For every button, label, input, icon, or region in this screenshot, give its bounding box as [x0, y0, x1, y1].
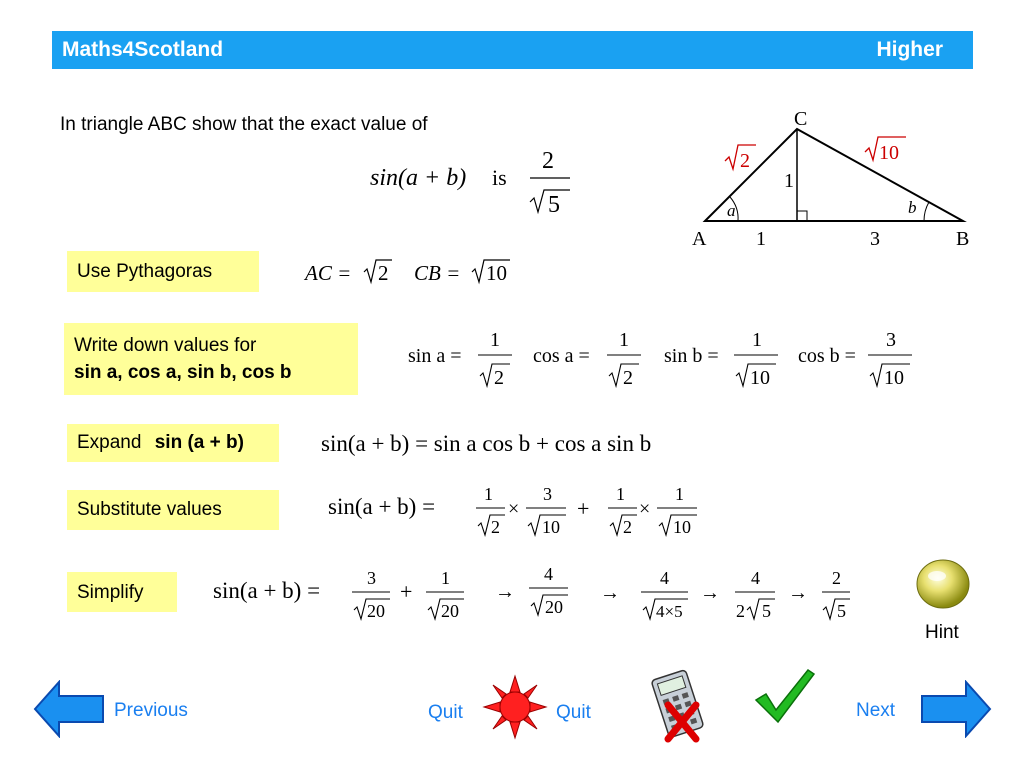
- sin-a-num: 1: [490, 329, 500, 351]
- step-substitute-label: Substitute values: [77, 499, 222, 520]
- simp-arrow-2: →: [600, 582, 620, 604]
- question-formula: [360, 140, 580, 220]
- step-expand-box[interactable]: [67, 424, 279, 462]
- cos-a-den: 2: [623, 367, 633, 389]
- next-link[interactable]: Next: [856, 700, 896, 721]
- angle-b-label: b: [908, 198, 917, 217]
- sub-f3d: 2: [623, 517, 632, 537]
- cos-a-label: cos a =: [533, 345, 590, 367]
- simp-t1d: 20: [367, 601, 385, 621]
- step-values-label-line2: sin a, cos a, sin b, cos b: [74, 362, 292, 383]
- cb-value: 10: [486, 261, 507, 285]
- simp-arrow-4: →: [788, 582, 808, 604]
- sub-f4n: 1: [675, 484, 684, 504]
- substitute-formula: [325, 480, 705, 542]
- simplify-lhs: sin(a + b) =: [213, 578, 321, 603]
- cb-expr: CB =: [414, 261, 461, 285]
- simp-arrow-1: →: [495, 581, 515, 603]
- simp-t5n: 4: [751, 568, 760, 588]
- step-values-label-line1: Write down values for: [74, 335, 257, 356]
- sub-f1d: 2: [491, 517, 500, 537]
- cos-b-label: cos b =: [798, 345, 856, 367]
- height-label: 1: [784, 170, 794, 192]
- brand-title: Maths4Scotland: [62, 38, 224, 61]
- sub-times-2: ×: [639, 498, 651, 520]
- base-right-label: 3: [870, 228, 880, 250]
- cos-a-num: 1: [619, 329, 629, 351]
- question-expr: sin(a + b): [370, 165, 467, 191]
- simp-t6d: 5: [837, 601, 846, 621]
- sub-f2d: 10: [542, 517, 560, 537]
- left-arrow-icon[interactable]: [33, 680, 105, 738]
- simp-t2n: 1: [441, 568, 450, 588]
- green-check-icon[interactable]: [752, 666, 816, 724]
- step-expand-label-bold: sin (a + b): [154, 432, 244, 453]
- cos-b-num: 3: [886, 329, 896, 351]
- quit-link-left[interactable]: Quit: [428, 702, 463, 723]
- sin-b-num: 1: [752, 329, 762, 351]
- cos-b-den: 10: [884, 367, 904, 389]
- ac-value: 2: [378, 261, 389, 285]
- question-is: is: [492, 165, 507, 190]
- sin-b-den: 10: [750, 367, 770, 389]
- question-text: In triangle ABC show that the exact value of: [60, 114, 428, 135]
- sub-f3n: 1: [616, 484, 625, 504]
- sun-icon[interactable]: [482, 674, 548, 740]
- simp-t5d-coef: 2: [736, 601, 745, 621]
- expand-formula: [318, 424, 718, 464]
- simp-t1n: 3: [367, 568, 376, 588]
- quit-link-right[interactable]: Quit: [556, 702, 591, 723]
- simp-t3n: 4: [544, 564, 553, 584]
- angle-a-label: a: [727, 201, 736, 220]
- sub-f2n: 3: [543, 484, 552, 504]
- step-pythagoras-label: Use Pythagoras: [77, 261, 213, 282]
- simp-arrow-3: →: [700, 582, 720, 604]
- sin-b-label: sin b =: [664, 345, 719, 367]
- side-cb-label: 10: [879, 142, 899, 164]
- substitute-lhs: sin(a + b) =: [328, 494, 436, 519]
- trig-values: [400, 322, 920, 396]
- right-arrow-icon[interactable]: [920, 680, 992, 738]
- vertex-a: A: [692, 228, 707, 250]
- expand-text: sin(a + b) = sin a cos b + cos a sin b: [321, 431, 652, 456]
- simp-t6n: 2: [832, 568, 841, 588]
- simp-t4d: 4×5: [656, 602, 683, 621]
- hint-label[interactable]: Hint: [925, 622, 959, 643]
- sub-f1n: 1: [484, 484, 493, 504]
- simplify-formula: [210, 562, 860, 628]
- simp-t2d: 20: [441, 601, 459, 621]
- sub-times-1: ×: [508, 498, 520, 520]
- sub-plus: +: [577, 496, 590, 521]
- sin-a-den: 2: [494, 367, 504, 389]
- simp-plus: +: [400, 579, 413, 604]
- level-label: Higher: [876, 38, 943, 61]
- simp-t5d: 5: [762, 601, 771, 621]
- previous-link[interactable]: Previous: [114, 700, 188, 721]
- question-den: 5: [548, 192, 560, 218]
- ac-expr: AC =: [305, 261, 352, 285]
- question-num: 2: [542, 148, 554, 174]
- step-expand-label: Expand: [77, 432, 142, 453]
- simp-t3d: 20: [545, 597, 563, 617]
- sin-a-label: sin a =: [408, 345, 462, 367]
- vertex-c: C: [794, 108, 808, 130]
- sub-f4d: 10: [673, 517, 691, 537]
- vertex-b: B: [956, 228, 970, 250]
- step-simplify-label: Simplify: [77, 582, 144, 603]
- simp-t4n: 4: [660, 568, 669, 588]
- step-pythagoras-box[interactable]: [67, 251, 259, 292]
- side-ac-label: 2: [740, 150, 750, 172]
- base-left-label: 1: [756, 228, 766, 250]
- hint-orb-icon[interactable]: [915, 556, 971, 612]
- step-simplify-box[interactable]: [67, 572, 177, 612]
- no-calculator-icon[interactable]: [650, 665, 710, 745]
- triangle-diagram: [680, 105, 990, 255]
- step-substitute-box[interactable]: [67, 490, 279, 530]
- header-bar: [52, 31, 973, 69]
- pythagoras-formula: [300, 252, 530, 292]
- step-values-box[interactable]: [64, 323, 358, 395]
